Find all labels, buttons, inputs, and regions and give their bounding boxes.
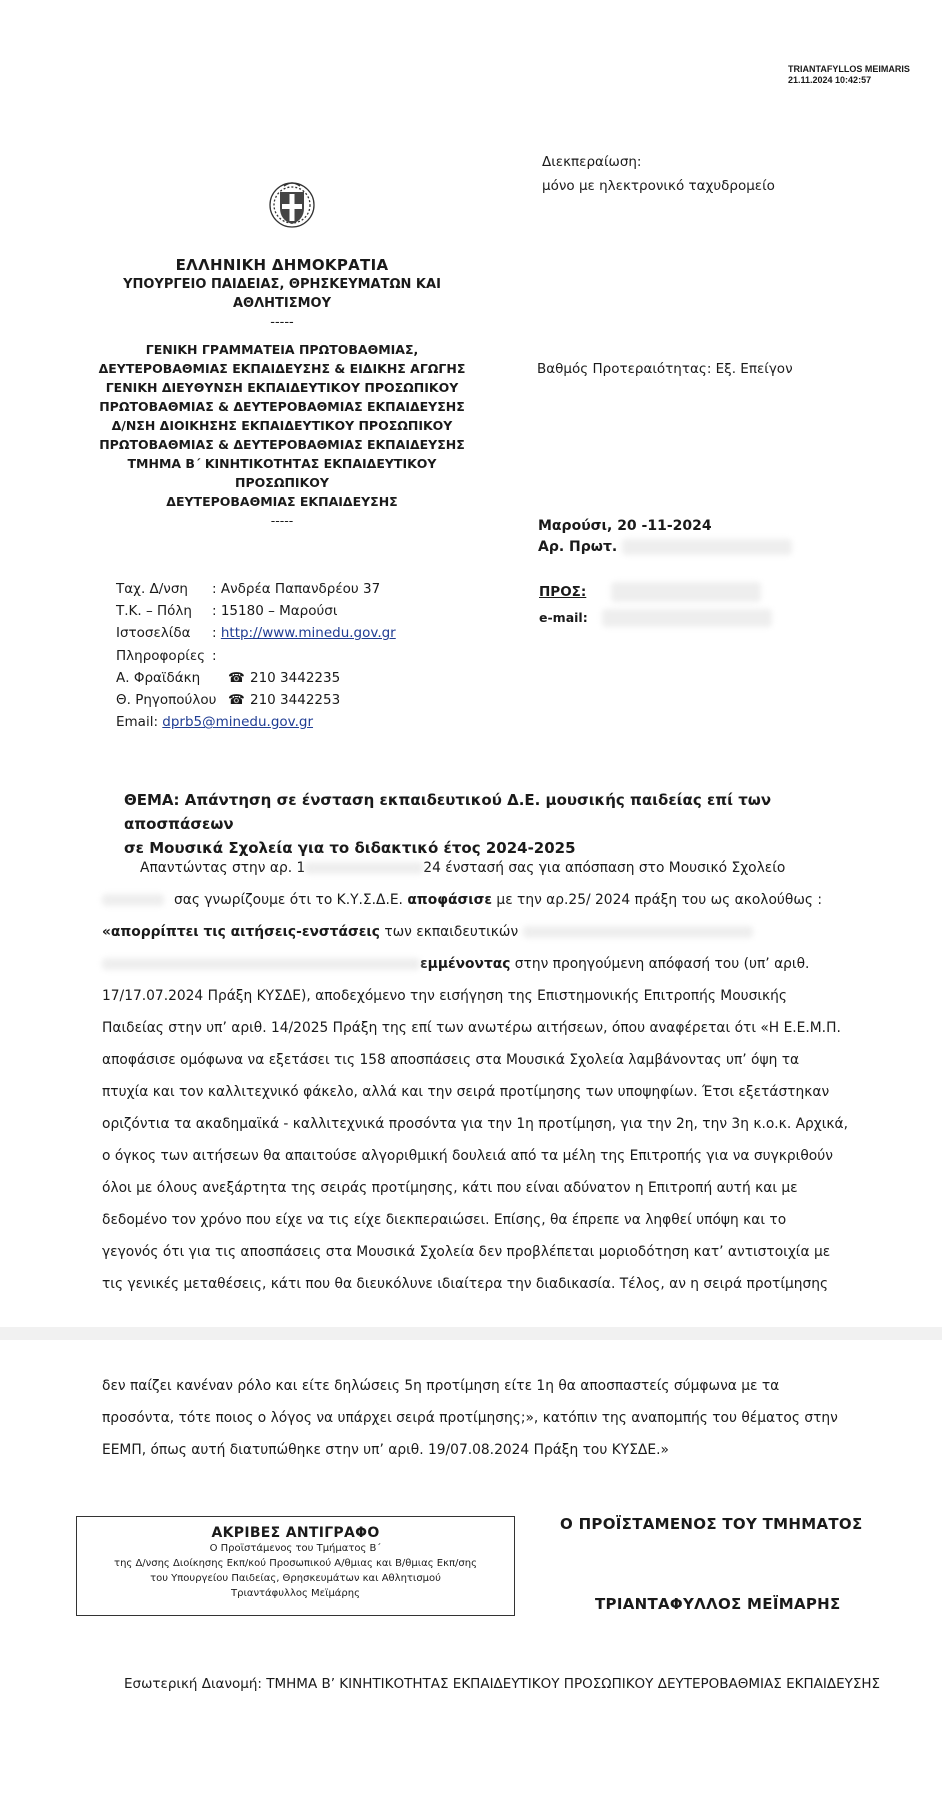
digital-signature <box>788 64 910 86</box>
contact-row <box>116 667 396 689</box>
redacted-text <box>523 926 753 938</box>
copy-line: της Δ/νσης Διοίκησης Εκπ/κού Προσωπικού Α/θμιας και Β/θμιας Εκπ/σης <box>114 1558 477 1569</box>
redacted-protocol <box>622 539 792 555</box>
redacted-text <box>305 862 423 874</box>
internal-distribution: Εσωτερική Διανομή: ΤΜΗΜΑ Β’ ΚΙΝΗΤΙΚΟΤΗΤΑΣ ΕΚΠΑΙΔΕΥΤΙΚΟΥ ΠΡΟΣΩΠΙΚΟΥ ΔΕΥΤΕΡΟΒΑΘΜΙΑΣ ΕΚΠΑΙΔΕΥΣΗΣ <box>124 1676 881 1692</box>
copy-line: Τριαντάφυλλος Μεϊμάρης <box>231 1588 360 1599</box>
website-row <box>116 622 396 644</box>
dept-line: ΤΜΗΜΑ Β΄ ΚΙΝΗΤΙΚΟΤΗΤΑΣ ΕΚΠΑΙΔΕΥΤΙΚΟΥ ΠΡΟΣΩΠΙΚΟΥ <box>127 456 437 490</box>
protocol-number <box>538 537 792 558</box>
dept-line: ΓΕΝΙΚΗ ΓΡΑΜΜΑΤΕΙΑ ΠΡΩΤΟΒΑΘΜΙΑΣ, <box>145 342 419 357</box>
email-row <box>116 711 396 733</box>
copy-title: ΑΚΡΙΒΕΣ ΑΝΤΙΓΡΑΦΟ <box>211 1525 380 1541</box>
body-text: 24 ένστασή σας για απόσπαση στο Μουσικό Σχολείο <box>423 860 786 876</box>
dept-line: ΔΕΥΤΕΡΟΒΑΘΜΙΑΣ ΕΚΠΑΙΔΕΥΣΗΣ <box>166 494 398 509</box>
address-row <box>116 578 396 600</box>
issuer-header <box>94 256 470 332</box>
place-date: Μαρούσι, 20 -11-2024 <box>538 518 712 534</box>
body-line: γεγονός ότι για τις αποσπάσεις στα Μουσικά Σχολεία δεν προβλέπεται μοριοδότηση κατ’ αντιστοιχία με <box>102 1244 831 1260</box>
handling-value: μόνο με ηλεκτρονικό ταχυδρομείο <box>542 178 775 194</box>
body-line <box>102 884 864 916</box>
separator: ----- <box>270 513 294 528</box>
body-text: σας γνωρίζουμε ότι το Κ.Υ.Σ.Δ.Ε. <box>174 892 408 908</box>
body-line: προσόντα, τότε ποιος ο λόγος να υπάρχει σειρά προτίμησης;», κατόπιν της αναπομπής του θέματος στην <box>102 1410 838 1426</box>
phone-icon: ☎ <box>228 692 245 709</box>
contact-row <box>116 689 396 711</box>
redacted-text <box>102 894 164 906</box>
redacted-text <box>102 958 420 970</box>
phone-icon: ☎ <box>228 669 245 686</box>
priority-level: Βαθμός Προτεραιότητας: Εξ. Επείγον <box>537 361 793 377</box>
body-line: ο όγκος των αιτήσεων θα απαιτούσε αλγοριθμική δουλειά από τα μέλη της Επιτροπής για να συγκριθούν <box>102 1148 833 1164</box>
body-line: ΕΕΜΠ, όπως αυτή διατυπώθηκε στην υπ’ αριθ. 19/07.08.2024 Πράξη του ΚΥΣΔΕ.» <box>102 1442 669 1458</box>
info-colon: : <box>212 647 217 664</box>
contact-name: Α. Φραϊδάκη <box>116 669 201 686</box>
to-label: ΠΡΟΣ: <box>539 584 587 600</box>
signature-datetime: 21.11.2024 10:42:57 <box>788 75 872 85</box>
recipient-block <box>539 580 772 631</box>
dept-line: ΔΕΥΤΕΡΟΒΑΘΜΙΑΣ ΕΚΠΑΙΔΕΥΣΗΣ & ΕΙΔΙΚΗΣ ΑΓΩΓΗΣ <box>98 361 466 376</box>
postal-value: : 15180 – Μαρούσι <box>212 603 338 620</box>
body-text: με την αρ.25/ 2024 πράξη του ως ακολούθως : <box>492 892 823 908</box>
signatory-role: Ο ΠΡΟΪΣΤΑΜΕΝΟΣ ΤΟΥ ΤΜΗΜΑΤΟΣ <box>560 1515 863 1533</box>
body-line: 17/17.07.2024 Πράξη ΚΥΣΔΕ), αποδεχόμενο την εισήγηση της Επιστημονικής Επιτροπής Μουσικής <box>102 988 788 1004</box>
street-value: : Ανδρέα Παπανδρέου 37 <box>212 581 381 597</box>
subject-line-2: σε Μουσικά Σχολεία για το διδακτικό έτος 2024-2025 <box>124 839 576 857</box>
body-line: Παιδείας στην υπ’ αριθ. 14/2025 Πράξη της επί των ανωτέρω αιτήσεων, όπου αναφέρεται ότι «Η Ε.Ε.Μ.Π. <box>102 1020 841 1036</box>
body-line <box>102 852 864 884</box>
info-label: Πληροφορίες <box>116 647 206 664</box>
copy-line: του Υπουργείου Παιδείας, Θρησκευμάτων και Αθλητισμού <box>150 1573 441 1584</box>
separator: ----- <box>270 315 294 330</box>
ministry-line-1: ΥΠΟΥΡΓΕΙΟ ΠΑΙΔΕΙΑΣ, ΘΡΗΣΚΕΥΜΑΤΩΝ ΚΑΙ <box>123 277 441 292</box>
signatory-name: ΤΡΙΑΝΤΑΦΥΛΛΟΣ ΜΕΪΜΑΡΗΣ <box>595 1595 841 1613</box>
website-link[interactable]: http://www.minedu.gov.gr <box>220 625 396 642</box>
body-line: αποφάσισε ομόφωνα να εξετάσει τις 158 αποσπάσεις στα Μουσικά Σχολεία λαμβάνοντας υπ’ όψη τα <box>102 1052 800 1068</box>
street-label: Ταχ. Δ/νση <box>116 581 188 597</box>
signature-name: TRIANTAFYLLOS MEIMARIS <box>788 64 910 74</box>
ministry-line-2: ΑΘΛΗΤΙΣΜΟΥ <box>232 296 332 311</box>
recipient-email-label: e-mail: <box>539 610 588 625</box>
body-line: οριζόντια τα ακαδημαϊκά - καλλιτεχνικά προσόντα για την 1η προτίμηση, για την 2η, την 3η κ.ο.κ. Αρχικά, <box>102 1116 849 1132</box>
dept-line: ΠΡΩΤΟΒΑΘΜΙΑΣ & ΔΕΥΤΕΡΟΒΑΘΜΙΑΣ ΕΚΠΑΙΔΕΥΣΗΣ <box>99 437 465 452</box>
department-header <box>94 340 470 530</box>
redacted-email <box>602 609 772 627</box>
body-line: πτυχία και τον καλλιτεχνικό φάκελο, αλλά και την σειρά προτίμησης των υποψηφίων. Έτσι εξετάστηκαν <box>102 1084 830 1100</box>
postal-row <box>116 600 396 622</box>
handling-block <box>542 150 775 198</box>
email-label: Email: <box>116 714 163 731</box>
body-line: όλοι με όλους ανεξάρτητα της σειράς προτίμησης, κάτι που είναι αδύνατον η Επιτροπή αυτή και με <box>102 1180 798 1196</box>
body-bold-text: αποφάσισε <box>407 892 493 908</box>
body-line <box>102 948 864 980</box>
handling-label: Διεκπεραίωση: <box>542 154 642 170</box>
body-line: τις γενικές μεταθέσεις, κάτι που θα διευκόλυνε ιδιαίτερα την διαδικασία. Τέλος, αν η σειρά προτίμησης <box>102 1276 829 1292</box>
redacted-recipient <box>611 582 761 602</box>
dept-line: ΠΡΩΤΟΒΑΘΜΙΑΣ & ΔΕΥΤΕΡΟΒΑΘΜΙΑΣ ΕΚΠΑΙΔΕΥΣΗΣ <box>99 399 465 414</box>
postal-label: Τ.Κ. – Πόλη <box>116 603 192 620</box>
date-block <box>538 516 792 558</box>
body-line: δεδομένο τον χρόνο που είχε να τις είχε διεκπεραιώσει. Επίσης, θα έπρεπε να ληφθεί υπόψη και το <box>102 1212 787 1228</box>
dept-line: ΓΕΝΙΚΗ ΔΙΕΥΘΥΝΣΗ ΕΚΠΑΙΔΕΥΤΙΚΟΥ ΠΡΟΣΩΠΙΚΟΥ <box>105 380 459 395</box>
body-paragraph <box>102 852 864 1300</box>
protocol-label: Αρ. Πρωτ. <box>538 539 618 555</box>
subject-line-1: ΘΕΜΑ: Απάντηση σε ένσταση εκπαιδευτικού Δ.Ε. μουσικής παιδείας επί των αποσπάσεων <box>124 791 772 833</box>
website-colon: : <box>212 625 221 642</box>
body-bold-text: εμμένοντας <box>420 956 511 972</box>
dept-line: Δ/ΝΣΗ ΔΙΟΙΚΗΣΗΣ ΕΚΠΑΙΔΕΥΤΙΚΟΥ ΠΡΟΣΩΠΙΚΟΥ <box>111 418 453 433</box>
body-bold-text: «απορρίπτει τις αιτήσεις-ενστάσεις <box>102 924 380 940</box>
republic-title: ΕΛΛΗΝΙΚΗ ΔΗΜΟΚΡΑΤΙΑ <box>175 256 389 274</box>
sender-contact-block <box>116 578 396 733</box>
website-label: Ιστοσελίδα <box>116 625 191 642</box>
subject <box>124 788 884 860</box>
coat-of-arms-icon <box>266 178 318 230</box>
body-text: Απαντώντας στην αρ. 1 <box>140 860 306 876</box>
copy-line: Ο Προϊστάμενος του Τμήματος Β΄ <box>209 1543 382 1554</box>
certified-copy-box <box>76 1516 515 1616</box>
body-line <box>102 916 864 948</box>
contact-phone: 210 3442235 <box>250 669 341 686</box>
body-text: των εκπαιδευτικών <box>379 924 523 940</box>
body-line: δεν παίζει κανέναν ρόλο και είτε δηλώσεις 5η προτίμηση είτε 1η θα αποσπαστείς σύμφωνα με τα <box>102 1378 780 1394</box>
contact-phone: 210 3442253 <box>250 692 341 709</box>
page-break <box>0 1327 942 1340</box>
info-row <box>116 645 396 667</box>
email-link[interactable]: dprb5@minedu.gov.gr <box>162 714 314 731</box>
body-text: στην προηγούμενη απόφασή του (υπ’ αριθ. <box>510 956 810 972</box>
contact-name: Θ. Ρηγοπούλου <box>116 692 217 709</box>
body-paragraph-continued <box>102 1370 864 1466</box>
